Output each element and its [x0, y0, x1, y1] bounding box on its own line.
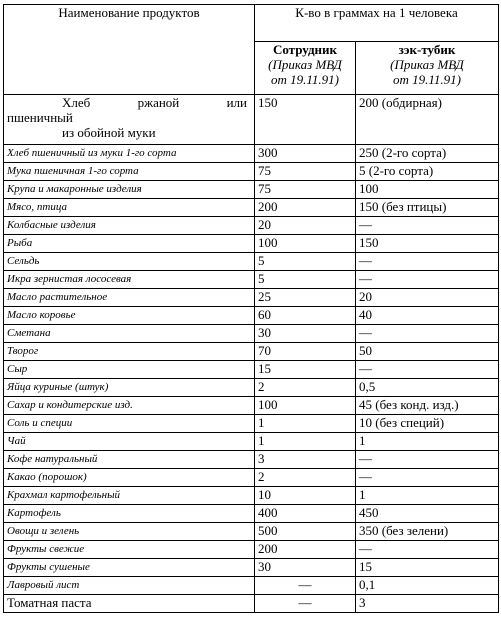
- inmate-amount: 150: [356, 235, 499, 253]
- table-row: [4, 343, 499, 361]
- employee-amount: 2: [255, 469, 356, 487]
- product-name: Лавровый лист: [4, 577, 255, 595]
- table-row: [4, 199, 499, 217]
- product-name: Творог: [4, 343, 255, 361]
- table-row: [4, 469, 499, 487]
- bread-word: ржаной: [137, 95, 180, 110]
- amount-column-header: К-во в граммах на 1 человека: [255, 5, 499, 42]
- employee-note-line1: (Приказ МВД: [268, 57, 342, 72]
- product-name: Овощи и зелень: [4, 523, 255, 541]
- table-row: [4, 415, 499, 433]
- table-row: [4, 253, 499, 271]
- table-row: [4, 433, 499, 451]
- table-row: [4, 361, 499, 379]
- table-row: [4, 289, 499, 307]
- inmate-amount: 45 (без конд. изд.): [356, 397, 499, 415]
- inmate-note-line1: (Приказ МВД: [390, 57, 464, 72]
- table-row: [4, 505, 499, 523]
- employee-note-line2: от 19.11.91): [270, 72, 339, 87]
- bread-word: Хлеб: [62, 95, 91, 110]
- inmate-amount: 150 (без птицы): [356, 199, 499, 217]
- employee-amount: 15: [255, 361, 356, 379]
- employee-amount: 3: [255, 451, 356, 469]
- inmate-amount: —: [356, 253, 499, 271]
- inmate-amount: 20: [356, 289, 499, 307]
- ration-table: [3, 4, 499, 613]
- employee-amount: 25: [255, 289, 356, 307]
- product-name: Икра зернистая лососевая: [4, 271, 255, 289]
- table-row: [4, 559, 499, 577]
- inmate-amount: 0,1: [356, 577, 499, 595]
- product-name: Хлеб пшеничный из муки 1-го сорта: [4, 145, 255, 163]
- employee-amount: 100: [255, 397, 356, 415]
- inmate-column-header: [356, 42, 499, 95]
- bread-name-line3: из обойной муки: [62, 125, 156, 140]
- product-name: Какао (порошок): [4, 469, 255, 487]
- employee-amount: 30: [255, 325, 356, 343]
- product-name: Чай: [4, 433, 255, 451]
- inmate-note-line2: от 19.11.91): [393, 72, 462, 87]
- inmate-amount: 350 (без зелени): [356, 523, 499, 541]
- inmate-amount: 10 (без специй): [356, 415, 499, 433]
- product-name: Крупа и макаронные изделия: [4, 181, 255, 199]
- inmate-amount: 450: [356, 505, 499, 523]
- product-name: Кофе натуральный: [4, 451, 255, 469]
- table-row: [4, 595, 499, 613]
- product-name: Картофель: [4, 505, 255, 523]
- employee-amount: 200: [255, 541, 356, 559]
- table-row: [4, 541, 499, 559]
- employee-amount: 2: [255, 379, 356, 397]
- table-row: [4, 379, 499, 397]
- inmate-amount: 15: [356, 559, 499, 577]
- product-name: Томатная паста: [4, 595, 255, 613]
- inmate-amount: 200 (обдирная): [356, 95, 499, 145]
- inmate-title: зэк-тубик: [398, 42, 456, 57]
- employee-amount: 1: [255, 415, 356, 433]
- employee-amount: 5: [255, 253, 356, 271]
- employee-amount: 300: [255, 145, 356, 163]
- product-name: Масло коровье: [4, 307, 255, 325]
- employee-amount: —: [255, 577, 356, 595]
- employee-column-header: [255, 42, 356, 95]
- product-name: Фрукты свежие: [4, 541, 255, 559]
- inmate-amount: —: [356, 361, 499, 379]
- inmate-amount: 1: [356, 487, 499, 505]
- product-column-header: Наименование продуктов: [4, 5, 255, 95]
- inmate-amount: 5 (2-го сорта): [356, 163, 499, 181]
- product-name: Рыба: [4, 235, 255, 253]
- product-name: Яйца куриные (штук): [4, 379, 255, 397]
- product-name: Фрукты сушеные: [4, 559, 255, 577]
- employee-amount: 30: [255, 559, 356, 577]
- table-row: [4, 271, 499, 289]
- inmate-amount: 1: [356, 433, 499, 451]
- employee-amount: 20: [255, 217, 356, 235]
- employee-amount: 400: [255, 505, 356, 523]
- product-name: Мука пшеничная 1-го сорта: [4, 163, 255, 181]
- product-name: Мясо, птица: [4, 199, 255, 217]
- table-row: [4, 163, 499, 181]
- product-name: Сахар и кондитерские изд.: [4, 397, 255, 415]
- inmate-amount: 100: [356, 181, 499, 199]
- table-row: [4, 145, 499, 163]
- employee-amount: 60: [255, 307, 356, 325]
- employee-title: Сотрудник: [272, 42, 338, 57]
- employee-amount: 1: [255, 433, 356, 451]
- inmate-amount: —: [356, 325, 499, 343]
- product-name: Соль и специи: [4, 415, 255, 433]
- product-name: Сельдь: [4, 253, 255, 271]
- employee-amount: 75: [255, 163, 356, 181]
- inmate-amount: —: [356, 469, 499, 487]
- employee-amount: 150: [255, 95, 356, 145]
- product-name: Сметана: [4, 325, 255, 343]
- table-row: [4, 577, 499, 595]
- employee-amount: 75: [255, 181, 356, 199]
- product-name: Сыр: [4, 361, 255, 379]
- employee-amount: 100: [255, 235, 356, 253]
- product-name: Колбасные изделия: [4, 217, 255, 235]
- bread-name-line2: пшеничный: [7, 110, 73, 125]
- employee-amount: 500: [255, 523, 356, 541]
- table-row: [4, 451, 499, 469]
- table-row: [4, 397, 499, 415]
- inmate-amount: —: [356, 271, 499, 289]
- bread-name-line1: [7, 95, 251, 110]
- table-row: [4, 181, 499, 199]
- inmate-amount: 40: [356, 307, 499, 325]
- product-name: Масло растительное: [4, 289, 255, 307]
- table-row: [4, 95, 499, 145]
- inmate-amount: 250 (2-го сорта): [356, 145, 499, 163]
- inmate-amount: 0,5: [356, 379, 499, 397]
- inmate-amount: —: [356, 451, 499, 469]
- employee-amount: 10: [255, 487, 356, 505]
- product-name: [4, 95, 255, 145]
- bread-word: или: [226, 95, 247, 110]
- table-row: [4, 217, 499, 235]
- employee-amount: 70: [255, 343, 356, 361]
- table-row: [4, 307, 499, 325]
- table-row: [4, 235, 499, 253]
- inmate-amount: 3: [356, 595, 499, 613]
- employee-amount: 200: [255, 199, 356, 217]
- table-row: [4, 325, 499, 343]
- header-row: [4, 5, 499, 42]
- product-name: Крахмал картофельный: [4, 487, 255, 505]
- employee-amount: 5: [255, 271, 356, 289]
- employee-amount: —: [255, 595, 356, 613]
- inmate-amount: —: [356, 541, 499, 559]
- table-row: [4, 487, 499, 505]
- inmate-amount: 50: [356, 343, 499, 361]
- table-row: [4, 523, 499, 541]
- inmate-amount: —: [356, 217, 499, 235]
